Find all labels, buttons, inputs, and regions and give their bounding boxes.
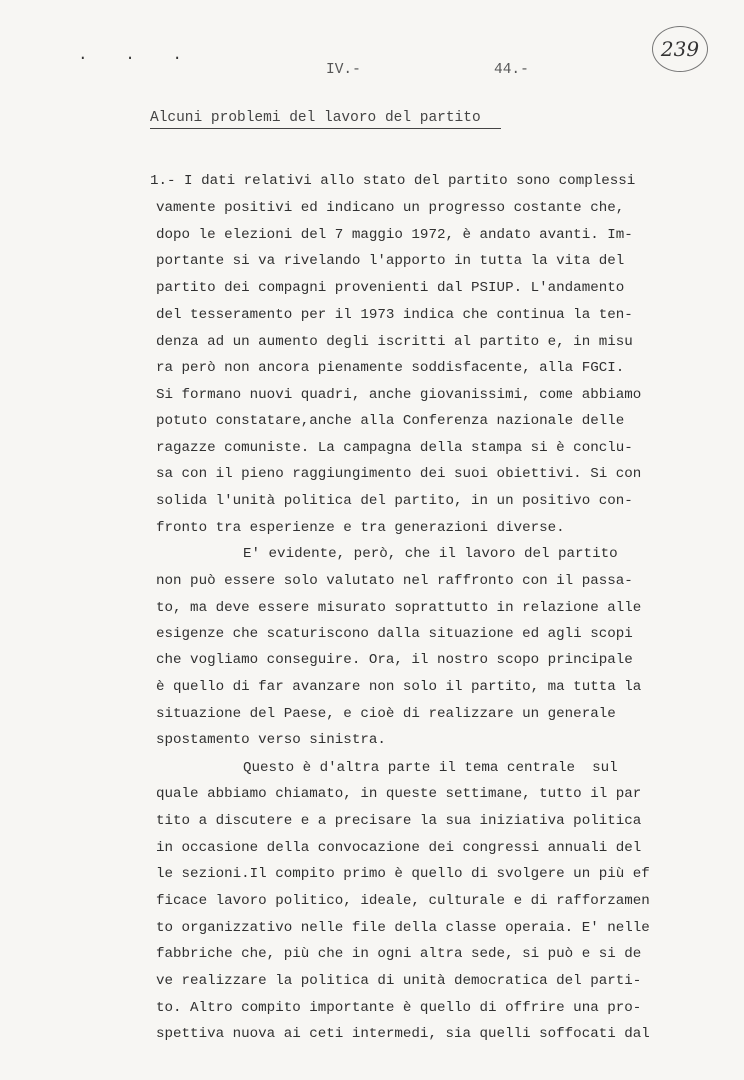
text-line: in occasione della convocazione dei congressi annuali del (156, 840, 642, 856)
text-line: E' evidente, però, che il lavoro del partito (243, 546, 618, 562)
margin-marks: . . . (78, 46, 197, 64)
text-line: non può essere solo valutato nel raffronto con il passa- (156, 573, 633, 589)
text-line: ragazze comuniste. La campagna della stampa si è conclu- (156, 440, 633, 456)
text-line: Si formano nuovi quadri, anche giovanissimi, come abbiamo (156, 387, 642, 403)
archive-stamp-number: 239 (652, 26, 708, 72)
text-line: esigenze che scaturiscono dalla situazione ed agli scopi (156, 626, 633, 642)
text-line: to organizzativo nelle file della classe operaia. E' nelle (156, 920, 650, 936)
text-line: portante si va rivelando l'apporto in tutta la vita del (156, 253, 625, 269)
text-line: partito dei compagni provenienti dal PSIUP. L'andamento (156, 280, 625, 296)
text-line: 1.- I dati relativi allo stato del partito sono complessi (150, 173, 636, 189)
text-line: denza ad un aumento degli iscritti al partito e, in misu (156, 334, 633, 350)
section-number: IV.- (326, 62, 361, 78)
text-line: dopo le elezioni del 7 maggio 1972, è andato avanti. Im- (156, 227, 633, 243)
text-line: quale abbiamo chiamato, in queste settimane, tutto il par (156, 786, 642, 802)
text-line: Questo è d'altra parte il tema centrale sul (243, 760, 618, 776)
text-line: tito a discutere e a precisare la sua iniziativa politica (156, 813, 642, 829)
text-line: sa con il pieno raggiungimento dei suoi obiettivi. Si con (156, 466, 642, 482)
text-line: to, ma deve essere misurato soprattutto in relazione alle (156, 600, 642, 616)
page-number: 44.- (494, 62, 529, 78)
text-line: del tesseramento per il 1973 indica che continua la ten- (156, 307, 633, 323)
text-line: fabbriche che, più che in ogni altra sede, si può e si de (156, 946, 642, 962)
text-line: spostamento verso sinistra. (156, 732, 386, 748)
text-line: potuto constatare,anche alla Conferenza nazionale delle (156, 413, 625, 429)
text-line: vamente positivi ed indicano un progresso costante che, (156, 200, 625, 216)
text-line: situazione del Paese, e cioè di realizzare un generale (156, 706, 616, 722)
text-line: le sezioni.Il compito primo è quello di svolgere un più ef (156, 866, 650, 882)
text-line: fronto tra esperienze e tra generazioni diverse. (156, 520, 565, 536)
text-line: spettiva nuova ai ceti intermedi, sia quelli soffocati dal (156, 1026, 650, 1042)
text-line: to. Altro compito importante è quello di offrire una pro- (156, 1000, 642, 1016)
text-line: è quello di far avanzare non solo il partito, ma tutta la (156, 679, 642, 695)
text-line: che vogliamo conseguire. Ora, il nostro scopo principale (156, 652, 633, 668)
text-line: ficace lavoro politico, ideale, culturale e di rafforzamen (156, 893, 650, 909)
text-line: ve realizzare la politica di unità democratica del parti- (156, 973, 642, 989)
text-line: ra però non ancora pienamente soddisfacente, alla FGCI. (156, 360, 625, 376)
section-title: Alcuni problemi del lavoro del partito (150, 110, 501, 129)
text-line: solida l'unità politica del partito, in un positivo con- (156, 493, 633, 509)
